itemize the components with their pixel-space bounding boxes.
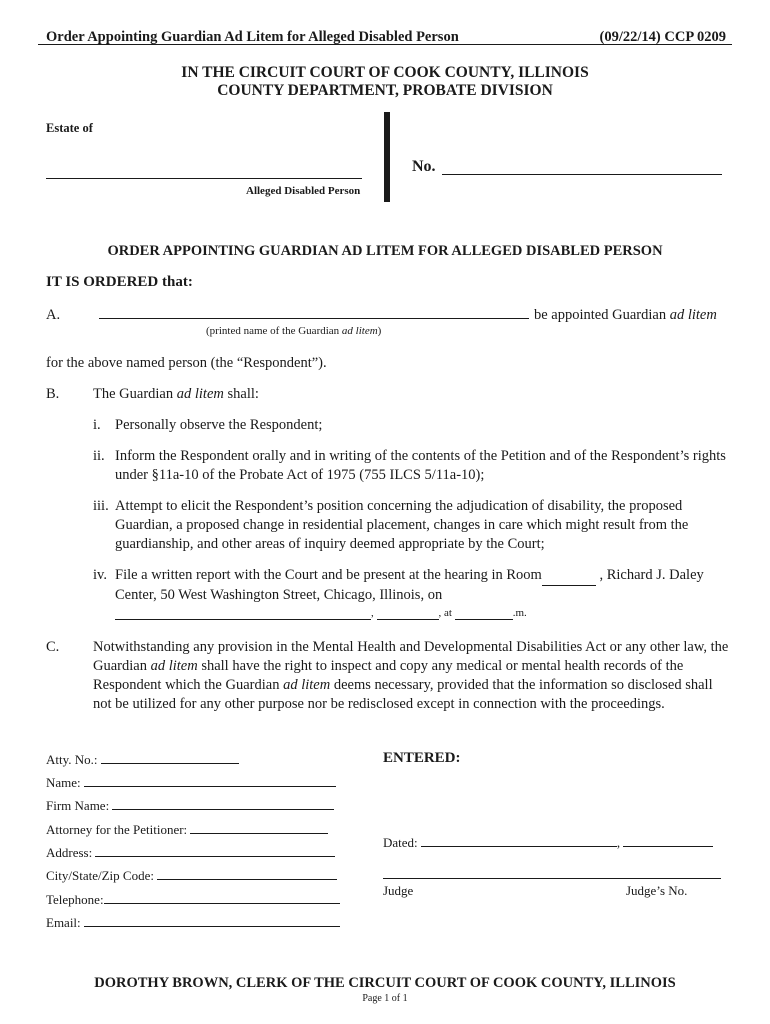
address-row <box>46 845 335 861</box>
case-number-field[interactable] <box>442 174 722 175</box>
dated-field[interactable] <box>421 846 617 847</box>
appointed-text <box>534 306 717 325</box>
para-a-letter: A. <box>46 307 61 323</box>
duty-item-text: Personally observe the Respondent; <box>115 417 323 433</box>
duty-item-number: iv. <box>93 567 107 583</box>
address-label: Address: <box>46 845 93 860</box>
am-pm-label: .m. <box>512 607 527 619</box>
duty-item-ii <box>93 447 733 485</box>
appointed-text-main: be appointed Guardian <box>534 307 670 323</box>
city-state-zip-row <box>46 868 337 884</box>
para-b-text <box>93 385 259 404</box>
form-code: (09/22/14) CCP 0209 <box>599 29 726 45</box>
dated-year-field[interactable] <box>623 846 713 847</box>
duty-item-text <box>115 566 733 605</box>
estate-of-label: Estate of <box>46 121 93 135</box>
duty-item-iv <box>93 566 733 605</box>
hearing-room-field[interactable] <box>542 566 596 586</box>
case-number-label: No. <box>412 158 436 175</box>
judge-number-label: Judge’s No. <box>626 883 688 898</box>
email-row <box>46 915 340 931</box>
city-state-zip-label: City/State/Zip Code: <box>46 868 154 883</box>
caption-divider <box>384 112 390 202</box>
dated-label: Dated: <box>383 835 418 850</box>
hearing-text-post: , Richard J. Daley Center, 50 West Washington Street, Chicago, Illinois, on <box>115 567 704 603</box>
hearing-text-pre: File a written report with the Court and be present at the hearing in Room <box>115 567 542 583</box>
hint-italic: ad litem <box>341 325 378 337</box>
order-title: ORDER APPOINTING GUARDIAN AD LITEM FOR ALLEGED DISABLED PERSON <box>107 243 663 259</box>
attorney-for-petitioner-field[interactable] <box>190 833 328 834</box>
comma: , <box>371 607 377 619</box>
hearing-year-field[interactable] <box>377 607 439 620</box>
atty-no-field[interactable] <box>101 763 239 764</box>
telephone-label: Telephone: <box>46 892 104 907</box>
for-above-text: for the above named person (the “Respondent”). <box>46 355 327 371</box>
duty-item-text: Attempt to elicit the Respondent’s position concerning the adjudication of disability, the proposed Guardian, a proposed change in residential placement, changes in care which might result from the guardianship, and other areas of inquiry deemed appropriate by the Court; <box>115 498 689 552</box>
guardian-name-field[interactable] <box>99 318 529 319</box>
para-c-text <box>93 638 729 714</box>
dated-row <box>383 835 713 851</box>
form-name: Order Appointing Guardian Ad Litem for Alleged Disabled Person <box>46 29 459 45</box>
firm-name-label: Firm Name: <box>46 798 110 813</box>
telephone-field[interactable] <box>104 903 340 904</box>
firm-name-row <box>46 798 334 814</box>
court-division-line: COUNTY DEPARTMENT, PROBATE DIVISION <box>217 82 553 99</box>
clerk-footer: DOROTHY BROWN, CLERK OF THE CIRCUIT COURT OF COOK COUNTY, ILLINOIS <box>94 975 676 991</box>
comma: , <box>616 835 624 850</box>
duty-item-number: ii. <box>93 448 105 464</box>
entered-label: ENTERED: <box>383 750 461 766</box>
para-b-letter: B. <box>46 386 60 402</box>
attorney-for-petitioner-label: Attorney for the Petitioner: <box>46 822 188 837</box>
hearing-date-field[interactable] <box>115 607 371 620</box>
duty-item-text: Inform the Respondent orally and in writing of the contents of the Petition and of the Respondent’s rights under §11a-10 of the Probate Act of 1975 (755 ILCS 5/11a-10); <box>115 448 726 483</box>
para-c-italic-1: ad litem <box>150 658 198 674</box>
email-label: Email: <box>46 915 81 930</box>
para-b-italic: ad litem <box>176 386 224 402</box>
address-field[interactable] <box>95 856 335 857</box>
ordered-that-heading: IT IS ORDERED that: <box>46 274 193 290</box>
para-b-post: shall: <box>223 386 259 402</box>
atty-no-row <box>46 752 239 768</box>
appointed-text-italic: ad litem <box>669 307 717 323</box>
page-number: Page 1 of 1 <box>362 993 408 1004</box>
header-rule <box>38 44 732 45</box>
name-field[interactable] <box>84 786 336 787</box>
attorney-for-petitioner-row <box>46 822 328 838</box>
hint-post: ) <box>377 325 382 337</box>
para-c-part-2: shall have the right to inspect and copy any medical or mental health records of the Respondent which the Guardian <box>93 658 684 693</box>
name-label: Name: <box>46 775 81 790</box>
name-row <box>46 775 336 791</box>
duty-item-i <box>93 416 733 435</box>
para-c-part-3: deems necessary, provided that the information so disclosed shall not be utilized for any other purpose nor be redisclosed except in connection with the proceedings. <box>93 677 713 712</box>
judge-signature-field[interactable] <box>383 878 721 879</box>
estate-name-field[interactable] <box>46 178 362 179</box>
hearing-date-time-row <box>115 607 527 620</box>
atty-no-label: Atty. No.: <box>46 752 98 767</box>
duty-item-number: i. <box>93 417 101 433</box>
para-b-pre: The Guardian <box>93 386 177 402</box>
para-c-italic-2: ad litem <box>283 677 331 693</box>
hint-pre: (printed name of the Guardian <box>206 325 342 337</box>
alleged-disabled-person-label: Alleged Disabled Person <box>246 185 361 197</box>
duty-item-iii <box>93 497 733 554</box>
para-c-letter: C. <box>46 639 60 655</box>
judge-label: Judge <box>383 883 414 898</box>
hearing-time-field[interactable] <box>455 607 513 620</box>
court-name-line: IN THE CIRCUIT COURT OF COOK COUNTY, ILLINOIS <box>181 64 589 81</box>
at-label: , at <box>438 607 452 619</box>
city-state-zip-field[interactable] <box>157 879 337 880</box>
telephone-row <box>46 892 340 908</box>
firm-name-field[interactable] <box>112 809 334 810</box>
guardian-name-hint <box>206 325 381 337</box>
email-field[interactable] <box>84 926 340 927</box>
duty-item-number: iii. <box>93 498 109 514</box>
para-c-part-1: Notwithstanding any provision in the Mental Health and Developmental Disabilities Act or any other law, the Guardian <box>93 639 729 674</box>
